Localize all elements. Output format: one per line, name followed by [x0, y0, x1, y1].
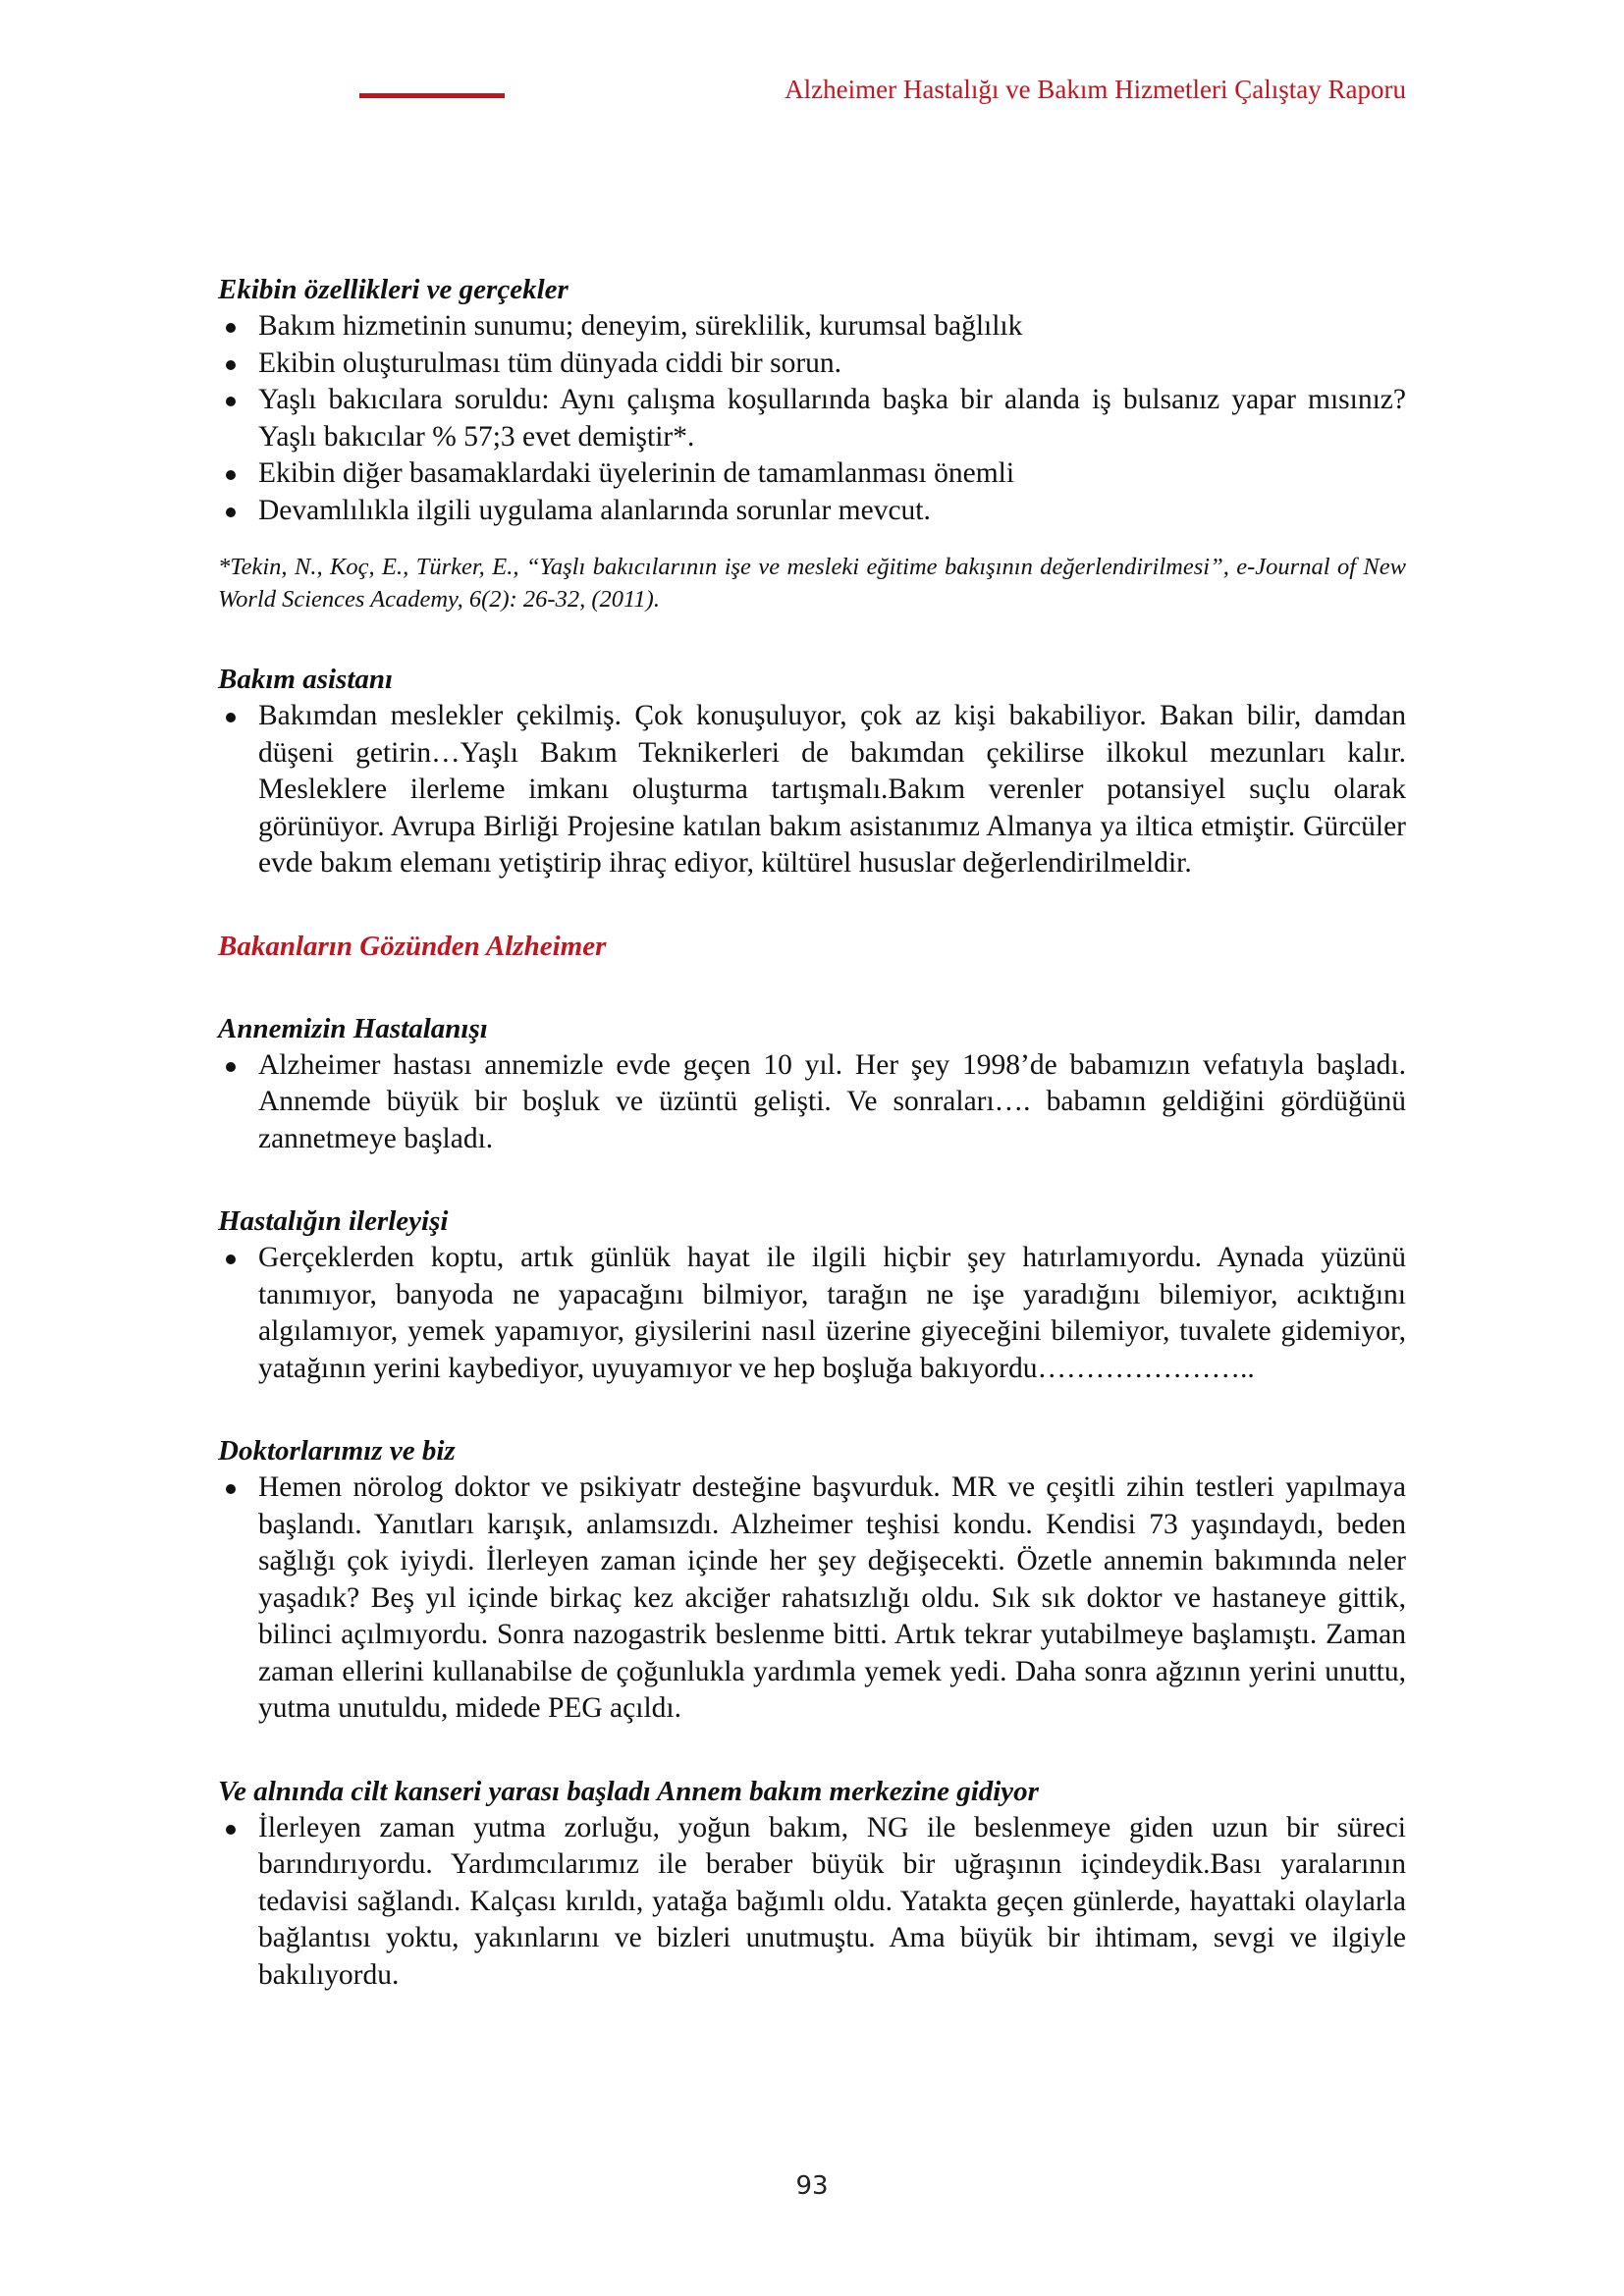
bullet-list — [218, 698, 1406, 882]
section-ekibin-ozellikleri — [218, 271, 1406, 615]
header-rule — [359, 93, 505, 98]
section-hastaligin-ilerleyisi — [218, 1202, 1406, 1387]
list-item-text: Ekibin oluşturulması tüm dünyada ciddi bir sorun. — [258, 347, 842, 379]
list-item — [218, 382, 1406, 455]
page-number: 93 — [795, 2171, 829, 2201]
bullet-icon — [226, 507, 236, 517]
bullet-list — [218, 1469, 1406, 1728]
list-item-text: Alzheimer hastası annemizle evde geçen 10 yıl. Her şey 1998’de babamızın vefatıyla başladı. Annemde büyük bir boşluk ve üzüntü gelişti. Ve sonraları…. babamın geldiğini gördüğünü zannetmeye başladı. — [258, 1048, 1406, 1154]
list-item-text: Yaşlı bakıcılara soruldu: Aynı çalışma koşullarında başka bir alanda iş bulsanız yapar mısınız? Yaşlı bakıcılar % 57;3 evet demiştir*. — [258, 384, 1406, 453]
section-doktorlarimiz-ve-biz — [218, 1432, 1406, 1728]
section-heading: Hastalığın ilerleyişi — [218, 1205, 449, 1237]
bullet-icon — [226, 1825, 236, 1835]
bullet-icon — [226, 1484, 236, 1494]
section-heading: Annemizin Hastalanışı — [218, 1012, 488, 1044]
list-item — [218, 1240, 1406, 1387]
section-heading: Ve alnında cilt kanseri yarası başladı Annem bakım merkezine gidiyor — [218, 1775, 1039, 1807]
list-item — [218, 1047, 1406, 1158]
list-item — [218, 1810, 1406, 1995]
list-item — [218, 455, 1406, 493]
section-annemizin-hastalanisi — [218, 1010, 1406, 1158]
bullet-icon — [226, 397, 236, 406]
section-heading: Ekibin özellikleri ve gerçekler — [218, 274, 568, 305]
bullet-list — [218, 1047, 1406, 1158]
bullet-list — [218, 308, 1406, 529]
list-item-text: İlerleyen zaman yutma zorluğu, yoğun bakım, NG ile beslenmeye giden uzun bir süreci barındırıyordu. Yardımcılarımız ile beraber büyük bir uğraşının içindeydik.Bası yaralarının tedavisi sağlandı. Kalçası kırıldı, yatağa bağımlı oldu. Yatakta geçen günlerde, hayattaki olaylarla bağlantısı yoktu, yakınlarını ve bizleri unutmuştu. Ama büyük bir ihtimam, sevgi ve ilgiyle bakılıyordu. — [258, 1811, 1406, 1991]
bullet-icon — [226, 470, 236, 480]
list-item-text: Ekibin diğer basamaklardaki üyelerinin de tamamlanması önemli — [258, 457, 1015, 489]
bullet-list — [218, 1240, 1406, 1387]
bullet-icon — [226, 1062, 236, 1072]
section-cilt-kanseri — [218, 1773, 1406, 1995]
list-item — [218, 308, 1406, 346]
list-item — [218, 698, 1406, 882]
reference-citation: *Tekin, N., Koç, E., Türker, E., “Yaşlı bakıcılarının işe ve mesleki eğitime bakışının değerlendirilmesi”, e-Journal of New World Sciences Academy, 6(2): 26-32, (2011). — [218, 554, 1406, 613]
list-item-text: Hemen nörolog doktor ve psikiyatr desteğine başvurduk. MR ve çeşitli zihin testleri yapılmaya başlandı. Yanıtları karışık, anlamsızdı. Alzheimer teşhisi kondu. Kendisi 73 yaşındaydı, beden sağlığı çok iyiydi. İlerleyen zaman içinde her şey değişecekti. Özetle annemin bakımında neler yaşadık? Beş yıl içinde birkaç kez akciğer rahatsızlığı oldu. Sık sık doktor ve hastaneye gittik, bilinci açılmıyordu. Sonra nazogastrik beslenme bitti. Artık tekrar yutabilmeye başlamıştı. Zaman zaman ellerini kullanabilse de çoğunlukla yardımla yemek yedi. Daha sonra ağzının yerini unuttu, yutma unutuldu, midede PEG açıldı. — [258, 1471, 1406, 1724]
section-heading: Doktorlarımız ve biz — [218, 1435, 456, 1467]
bullet-icon — [226, 713, 236, 722]
list-item — [218, 493, 1406, 530]
page-content — [218, 271, 1406, 1994]
list-item — [218, 1469, 1406, 1728]
list-item-text: Bakımdan meslekler çekilmiş. Çok konuşuluyor, çok az kişi bakabiliyor. Bakan bilir, damdan düşeni getirin…Yaşlı Bakım Teknikerleri de bakımdan çekilirse ilkokul mezunları kalır. Mesleklere ilerleme imkanı oluşturma tartışmalı.Bakım verenler potansiyel suçlu olarak görünüyor. Avrupa Birliği Projesine katılan bakım asistanımız Almanya ya iltica etmiştir. Gürcüler evde bakım elemanı yetiştirip ihraç ediyor, kültürel hususlar değerlendirilmeldir. — [258, 700, 1406, 879]
bullet-icon — [226, 323, 236, 333]
list-item-text: Devamlılıkla ilgili uygulama alanlarında sorunlar mevcut. — [258, 494, 931, 526]
bullet-list — [218, 1810, 1406, 1995]
chapter-heading: Bakanların Gözünden Alzheimer — [218, 930, 607, 962]
list-item-text: Bakım hizmetinin sunumu; deneyim, süreklilik, kurumsal bağlılık — [258, 310, 1023, 342]
running-header-title: Alzheimer Hastalığı ve Bakım Hizmetleri Çalıştay Raporu — [785, 75, 1406, 104]
bullet-icon — [226, 1255, 236, 1264]
list-item — [218, 346, 1406, 383]
section-heading: Bakım asistanı — [218, 664, 394, 695]
list-item-text: Gerçeklerden koptu, artık günlük hayat ile ilgili hiçbir şey hatırlamıyordu. Aynada yüzünü tanımıyor, banyoda ne yapacağını bilmiyor, tarağın ne işe yaradığını bilemiyor, acıktığını algılamıyor, yemek yapamıyor, giysilerini nasıl üzerine giyeceğini bilemiyor, tuvalete gidemiyor, yatağının yerini kaybediyor, uyuyamıyor ve hep boşluğa bakıyordu………………….. — [258, 1242, 1406, 1384]
section-bakim-asistani — [218, 661, 1406, 882]
bullet-icon — [226, 360, 236, 370]
